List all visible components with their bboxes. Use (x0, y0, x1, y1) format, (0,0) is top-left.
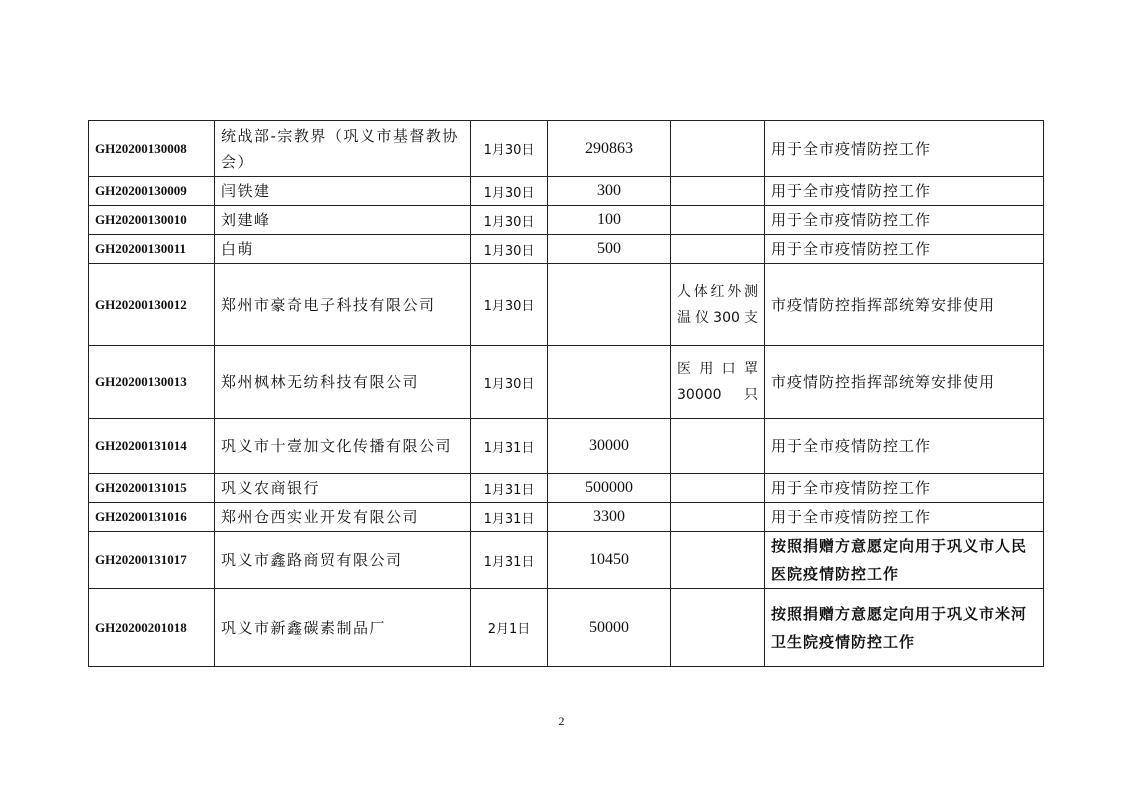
date-cell: 1月30日 (471, 346, 548, 419)
donor-cell: 巩义市十壹加文化传播有限公司 (215, 419, 471, 474)
donation-id-cell: GH20200131016 (89, 503, 215, 532)
donation-table-body (89, 121, 1044, 667)
amount-cell: 100 (548, 206, 671, 235)
goods-cell (671, 589, 765, 667)
date-cell: 1月30日 (471, 121, 548, 177)
usage-cell: 用于全市疫情防控工作 (765, 177, 1044, 206)
donor-cell: 郑州市豪奇电子科技有限公司 (215, 264, 471, 346)
amount-cell: 500 (548, 235, 671, 264)
donation-id-cell: GH20200130008 (89, 121, 215, 177)
page-number: 2 (558, 714, 565, 728)
amount-cell: 3300 (548, 503, 671, 532)
donor-cell: 巩义农商银行 (215, 474, 471, 503)
table-row (89, 532, 1044, 589)
table-row (89, 346, 1044, 419)
table-row (89, 474, 1044, 503)
donor-cell: 统战部-宗教界（巩义市基督教协会） (215, 121, 471, 177)
amount-cell: 300 (548, 177, 671, 206)
goods-cell (671, 235, 765, 264)
goods-cell: 医用口罩30000只 (671, 346, 765, 419)
usage-cell: 市疫情防控指挥部统筹安排使用 (765, 264, 1044, 346)
table-row (89, 121, 1044, 177)
donation-id-cell: GH20200130010 (89, 206, 215, 235)
date-cell: 1月30日 (471, 206, 548, 235)
date-cell: 1月31日 (471, 419, 548, 474)
date-cell: 1月31日 (471, 503, 548, 532)
amount-cell (548, 346, 671, 419)
usage-cell: 按照捐赠方意愿定向用于巩义市人民医院疫情防控工作 (765, 532, 1044, 589)
donation-id-cell: GH20200130013 (89, 346, 215, 419)
amount-cell: 290863 (548, 121, 671, 177)
usage-cell: 用于全市疫情防控工作 (765, 235, 1044, 264)
donor-cell: 郑州仓西实业开发有限公司 (215, 503, 471, 532)
goods-cell (671, 121, 765, 177)
goods-cell (671, 474, 765, 503)
donor-cell: 郑州枫林无纺科技有限公司 (215, 346, 471, 419)
donor-cell: 巩义市新鑫碳素制品厂 (215, 589, 471, 667)
usage-cell: 用于全市疫情防控工作 (765, 503, 1044, 532)
donation-id-cell: GH20200130009 (89, 177, 215, 206)
usage-cell: 用于全市疫情防控工作 (765, 419, 1044, 474)
table-row (89, 177, 1044, 206)
date-cell: 1月31日 (471, 474, 548, 503)
goods-cell (671, 177, 765, 206)
usage-cell: 市疫情防控指挥部统筹安排使用 (765, 346, 1044, 419)
donor-cell: 白萌 (215, 235, 471, 264)
donation-id-cell: GH20200131017 (89, 532, 215, 589)
donation-table (88, 120, 1044, 667)
donation-id-cell: GH20200131015 (89, 474, 215, 503)
donation-id-cell: GH20200130012 (89, 264, 215, 346)
amount-cell (548, 264, 671, 346)
donation-id-cell: GH20200130011 (89, 235, 215, 264)
table-row (89, 419, 1044, 474)
date-cell: 1月30日 (471, 177, 548, 206)
donation-id-cell: GH20200201018 (89, 589, 215, 667)
donor-cell: 闫铁建 (215, 177, 471, 206)
table-row (89, 503, 1044, 532)
usage-cell: 用于全市疫情防控工作 (765, 474, 1044, 503)
goods-cell: 人体红外测温仪300支 (671, 264, 765, 346)
date-cell: 2月1日 (471, 589, 548, 667)
table-row (89, 264, 1044, 346)
date-cell: 1月30日 (471, 235, 548, 264)
amount-cell: 500000 (548, 474, 671, 503)
donor-cell: 刘建峰 (215, 206, 471, 235)
goods-cell (671, 532, 765, 589)
donor-cell: 巩义市鑫路商贸有限公司 (215, 532, 471, 589)
table-row (89, 206, 1044, 235)
table-row (89, 589, 1044, 667)
table-row (89, 235, 1044, 264)
usage-cell: 用于全市疫情防控工作 (765, 206, 1044, 235)
donation-id-cell: GH20200131014 (89, 419, 215, 474)
amount-cell: 10450 (548, 532, 671, 589)
usage-cell: 按照捐赠方意愿定向用于巩义市米河卫生院疫情防控工作 (765, 589, 1044, 667)
date-cell: 1月30日 (471, 264, 548, 346)
goods-cell (671, 503, 765, 532)
usage-cell: 用于全市疫情防控工作 (765, 121, 1044, 177)
goods-cell (671, 419, 765, 474)
date-cell: 1月31日 (471, 532, 548, 589)
goods-cell (671, 206, 765, 235)
amount-cell: 50000 (548, 589, 671, 667)
amount-cell: 30000 (548, 419, 671, 474)
